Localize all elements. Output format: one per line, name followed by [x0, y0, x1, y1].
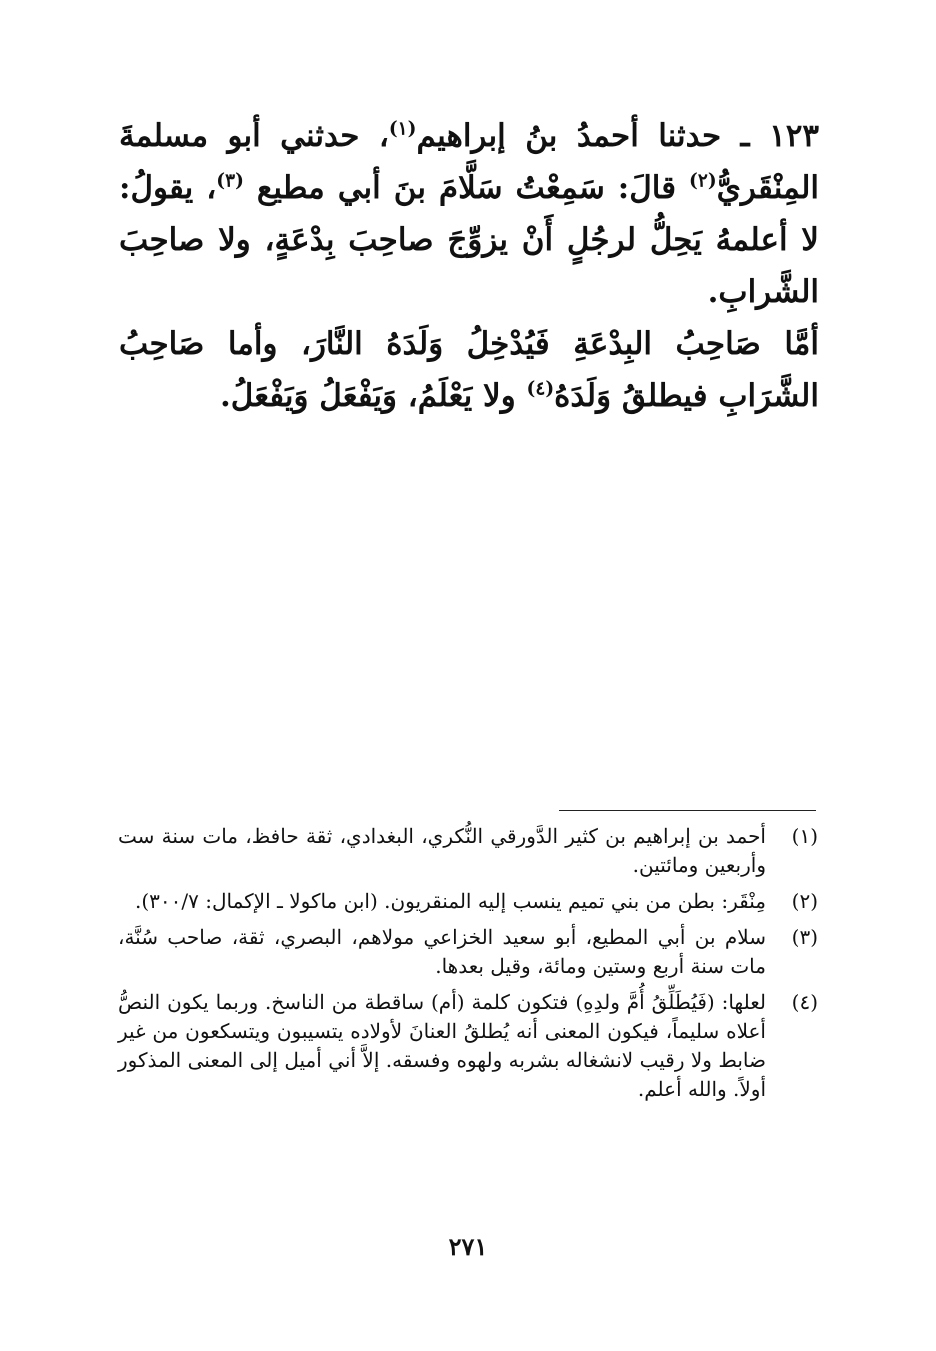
footnote-ref-2: (٢) [689, 170, 717, 192]
footnote-ref-1: (١) [388, 118, 417, 140]
footnote-separator [559, 810, 816, 811]
footnote-text: سلام بن أبي المطيع، أبو سعيد الخزاعي مولاهم، البصري، ثقة، صاحب سُنَّة، مات سنة أربع وستين ومائة، وقيل بعدها. [118, 925, 766, 978]
hadith-paragraph-1 [119, 110, 819, 318]
hadith-chain-2: ، حدثني أبو مسلمةَ المِنْقَريُّ [119, 118, 820, 206]
footnote-ref-3: (٣) [216, 170, 244, 192]
footnote-2 [118, 887, 818, 916]
hadith-text [119, 110, 819, 422]
hadith-matn-2: أمَّا صَاحِبُ البِدْعَةِ فَيُدْخِلُ وَلَدَهُ النَّارَ، وأما صَاحِبُ الشَّرَابِ فيطلقُ وَلَدَهُ [119, 326, 819, 414]
hadith-chain-1: حدثنا أحمدُ بنُ إبراهيم [416, 118, 722, 154]
footnote-text: لعلها: (فَيُطَلِّقُ أُمَّ ولدِهِ) فتكون كلمة (أم) ساقطة من الناسخ. وربما يكون النصُّ أعلاه سليماً، فيكون المعنى أنه يُطلقُ العنانَ لأولاده يتسيبون ويتسكعون من غير ضابط ولا رقيب لانشغاله بشربه ولهوه وفسقه. إلاَّ أني أميل إلى المعنى المذكور أولاً. والله أعلم. [118, 990, 766, 1101]
footnote-3 [118, 923, 818, 981]
footnote-4 [118, 988, 818, 1104]
page-number: ٢٧١ [448, 1232, 488, 1261]
hadith-paragraph-2 [119, 318, 819, 422]
footnote-1 [118, 822, 818, 880]
footnote-text: مِنْقَر: بطن من بني تميم ينسب إليه المنقريون. (ابن ماكولا ـ الإكمال: ٣٠٠/٧). [134, 889, 766, 913]
footnote-number: (٤) [791, 990, 818, 1014]
footnote-number: (١) [791, 824, 818, 848]
footnotes [118, 822, 818, 1111]
hadith-matn-3: ولا يَعْلَمُ، وَيَفْعَلُ وَيَفْعَلُ. [219, 378, 516, 414]
hadith-number: ١٢٣ ـ [740, 118, 820, 154]
hadith-matn-1: ، يقولُ: لا أعلمهُ يَحِلُّ لرجُلٍ أَنْ يزوِّجَ صاحِبَ بِدْعَةٍ، ولا صاحِبَ الشَّرابِ. [119, 170, 819, 310]
footnote-text: أحمد بن إبراهيم بن كثير الدَّورقي النُّكري، البغدادي، ثقة حافظ، مات سنة ست وأربعين ومائتين. [118, 824, 766, 877]
hadith-chain-3: قالَ: سَمِعْتُ سَلَّامَ بنَ أبي مطيع [256, 170, 677, 206]
footnote-number: (٣) [791, 925, 818, 949]
footnote-number: (٢) [791, 889, 818, 913]
footnote-ref-4: (٤) [526, 378, 555, 400]
